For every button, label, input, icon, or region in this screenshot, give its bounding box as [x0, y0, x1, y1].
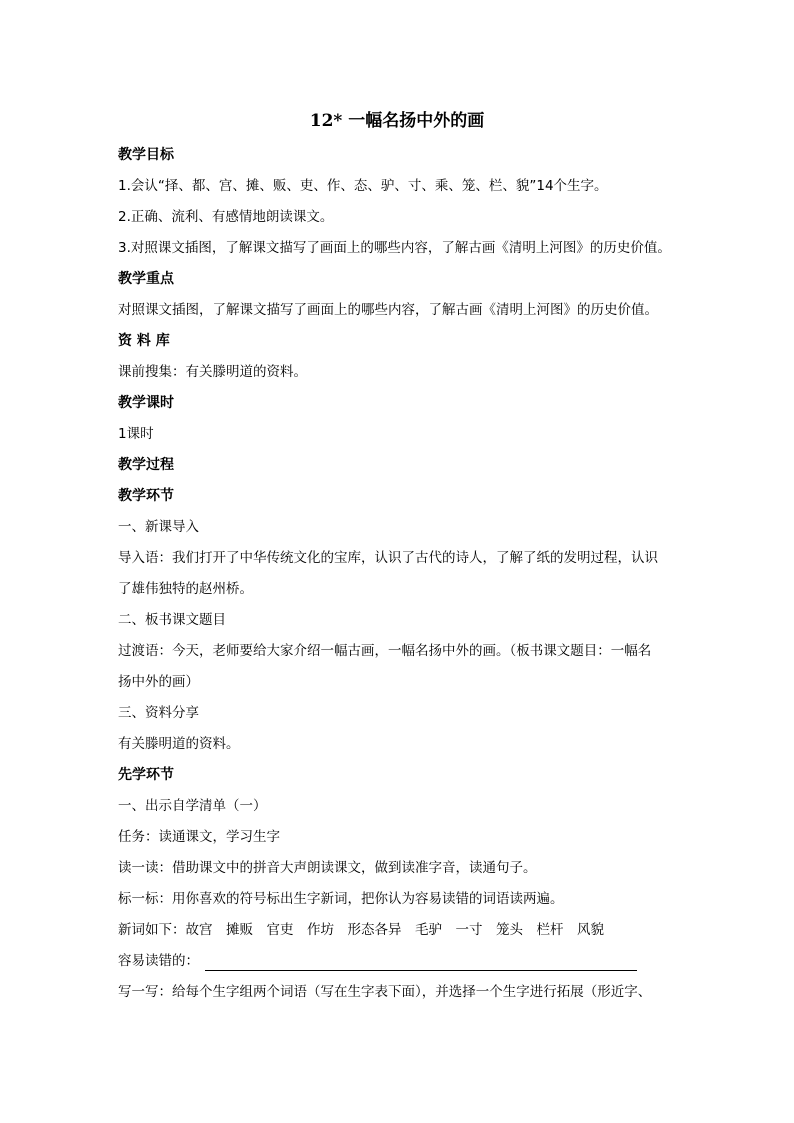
section-heading-objectives: 教学目标: [118, 147, 174, 163]
paragraph-line: 扬中外的画）: [118, 674, 199, 690]
paragraph-line: 写一写：给每个生字组两个词语（写在生字表下面），并选择一个生字进行拓展（形近字、: [118, 984, 652, 1000]
paragraph-line: 任务：读通课文，学习生字: [118, 829, 280, 845]
paragraph-line: 3.对照课文插图，了解课文描写了画面上的哪些内容，了解古画《清明上河图》的历史价值。: [118, 240, 671, 256]
paragraph-line: 过渡语：今天，老师要给大家介绍一幅古画，一幅名扬中外的画。（板书课文题目：一幅名: [118, 643, 652, 659]
paragraph-line: 对照课文插图，了解课文描写了画面上的哪些内容，了解古画《清明上河图》的历史价值。: [118, 302, 658, 318]
page-title: 12* 一幅名扬中外的画: [309, 111, 485, 131]
paragraph-line: 1.会认“择、都、宫、摊、贩、吏、作、态、驴、寸、乘、笼、栏、貌”14个生字。: [118, 178, 608, 194]
section-heading-stage: 教学环节: [118, 488, 174, 504]
paragraph-line: 三、资料分享: [118, 705, 199, 721]
paragraph-line: 一、出示自学清单（一）: [118, 798, 267, 814]
paragraph-line: 2.正确、流利、有感情地朗读课文。: [118, 209, 334, 225]
paragraph-line: 读一读：借助课文中的拼音大声朗读课文，做到读准字音，读通句子。: [118, 860, 537, 876]
paragraph-line: 新词如下：故宫 摊贩 官吏 作坊 形态各异 毛驴 一寸 笼头 栏杆 风貌: [118, 922, 604, 938]
paragraph-line: 导入语：我们打开了中华传统文化的宝库，认识了古代的诗人，了解了纸的发明过程，认识: [118, 550, 658, 566]
paragraph-line: 一、新课导入: [118, 519, 199, 535]
section-heading-prelearning: 先学环节: [118, 767, 174, 783]
paragraph-line: 了雄伟独特的赵州桥。: [118, 581, 253, 597]
paragraph-line: 课前搜集：有关滕明道的资料。: [118, 364, 307, 380]
section-heading-class-hours: 教学课时: [118, 395, 174, 411]
paragraph-line: 有关滕明道的资料。: [118, 736, 240, 752]
paragraph-line: 标一标：用你喜欢的符号标出生字新词，把你认为容易读错的词语读两遍。: [118, 891, 564, 907]
fill-in-blank-line: [205, 970, 637, 971]
paragraph-line: 1课时: [118, 426, 154, 442]
section-heading-key-points: 教学重点: [118, 271, 174, 287]
section-heading-resources: 资 料 库: [118, 333, 170, 349]
paragraph-line: 二、板书课文题目: [118, 612, 226, 628]
section-heading-process: 教学过程: [118, 457, 174, 473]
paragraph-line: 容易读错的：: [118, 953, 199, 969]
